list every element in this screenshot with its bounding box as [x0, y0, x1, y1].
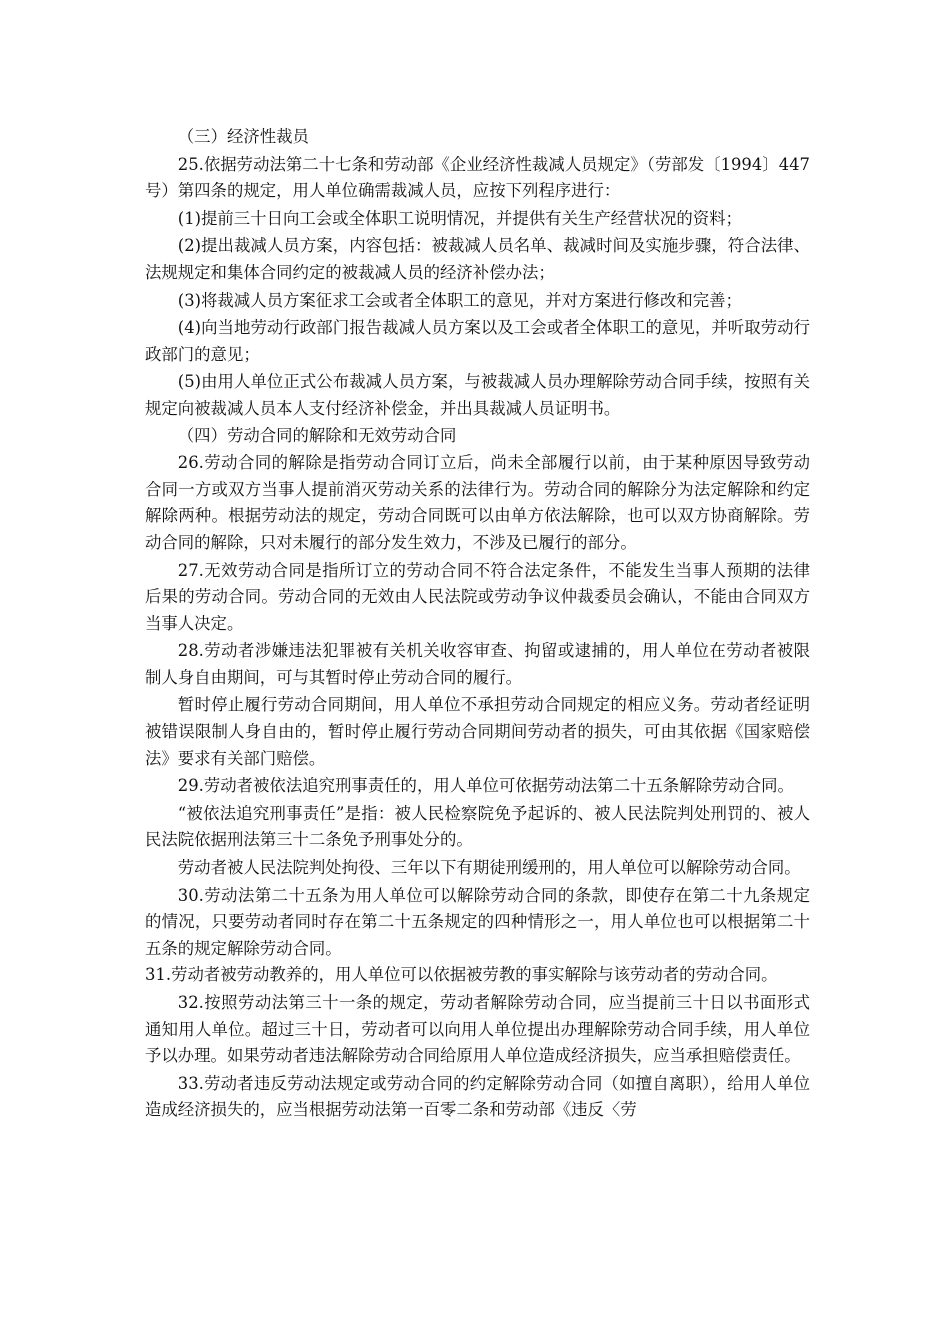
list-item-2: (2)提出裁减人员方案，内容包括：被裁减人员名单、裁减时间及实施步骤，符合法律、法规规定和集体合同约定的被裁减人员的经济补偿办法；: [145, 236, 810, 282]
paragraph-30: 30.劳动法第二十五条为用人单位可以解除劳动合同的条款，即使存在第二十九条规定的情况，只要劳动者同时存在第二十五条规定的四种情形之一，用人单位也可以根据第二十五条的规定解除劳动合同。: [145, 885, 810, 958]
document-body: [145, 124, 810, 1124]
paragraph-29-definition: “被依法追究刑事责任”是指：被人民检察院免予起诉的、被人民法院判处刑罚的、被人民法院依据刑法第三十二条免予刑事处分的。: [145, 803, 810, 850]
paragraph-29: 29.劳动者被依法追究刑事责任的，用人单位可依据劳动法第二十五条解除劳动合同。: [177, 776, 794, 796]
list-item-3: (3)将裁减人员方案征求工会或者全体职工的意见，并对方案进行修改和完善；: [177, 290, 742, 310]
list-item-5: (5)由用人单位正式公布裁减人员方案，与被裁减人员办理解除劳动合同手续，按照有关规定向被裁减人员本人支付经济补偿金，并出具裁减人员证明书。: [145, 372, 810, 418]
paragraph-26: 26.劳动合同的解除是指劳动合同订立后，尚未全部履行以前，由于某种原因导致劳动合同一方或双方当事人提前消灭劳动关系的法律行为。劳动合同的解除分为法定解除和约定解除两种。根据劳动法的规定，劳动合同既可以由单方依法解除，也可以双方协商解除。劳动合同的解除，只对未履行的部分发生效力，不涉及已履行的部分。: [145, 453, 810, 552]
paragraph-32: 32.按照劳动法第三十一条的规定，劳动者解除劳动合同，应当提前三十日以书面形式通知用人单位。超过三十日，劳动者可以向用人单位提出办理解除劳动合同手续，用人单位予以办理。如果劳动者违法解除劳动合同给原用人单位造成经济损失，应当承担赔偿责任。: [145, 993, 810, 1066]
paragraph-28-suspension: 暂时停止履行劳动合同期间，用人单位不承担劳动合同规定的相应义务。劳动者经证明被错误限制人身自由的，暂时停止履行劳动合同期间劳动者的损失，可由其依据《国家赔偿法》要求有关部门赔偿。: [145, 695, 810, 768]
list-item-1: (1)提前三十日向工会或全体职工说明情况，并提供有关生产经营状况的资料；: [177, 208, 742, 228]
paragraph-31: 31.劳动者被劳动教养的，用人单位可以依据被劳教的事实解除与该劳动者的劳动合同。: [145, 965, 778, 985]
paragraph-27: 27.无效劳动合同是指所订立的劳动合同不符合法定条件，不能发生当事人预期的法律后果的劳动合同。劳动合同的无效由人民法院或劳动争议仲裁委员会确认，不能由合同双方当事人决定。: [145, 560, 810, 633]
paragraph-25: 25.依据劳动法第二十七条和劳动部《企业经济性裁减人员规定》（劳部发〔1994〕447号）第四条的规定，用人单位确需裁减人员，应按下列程序进行：: [145, 154, 810, 201]
paragraph-28: 28.劳动者涉嫌违法犯罪被有关机关收容审查、拘留或逮捕的，用人单位在劳动者被限制人身自由期间，可与其暂时停止劳动合同的履行。: [145, 641, 810, 687]
section-heading-economic-layoff: （三）经济性裁员: [177, 127, 309, 146]
list-item-4: (4)向当地劳动行政部门报告裁减人员方案以及工会或者全体职工的意见，并听取劳动行政部门的意见；: [145, 318, 810, 364]
section-heading-termination: （四）劳动合同的解除和无效劳动合同: [177, 425, 457, 445]
paragraph-33: 33.劳动者违反劳动法规定或劳动合同的约定解除劳动合同（如擅自离职），给用人单位造成经济损失的，应当根据劳动法第一百零二条和劳动部《违反〈劳: [145, 1073, 810, 1120]
paragraph-29-probation: 劳动者被人民法院判处拘役、三年以下有期徒刑缓刑的，用人单位可以解除劳动合同。: [177, 858, 801, 878]
